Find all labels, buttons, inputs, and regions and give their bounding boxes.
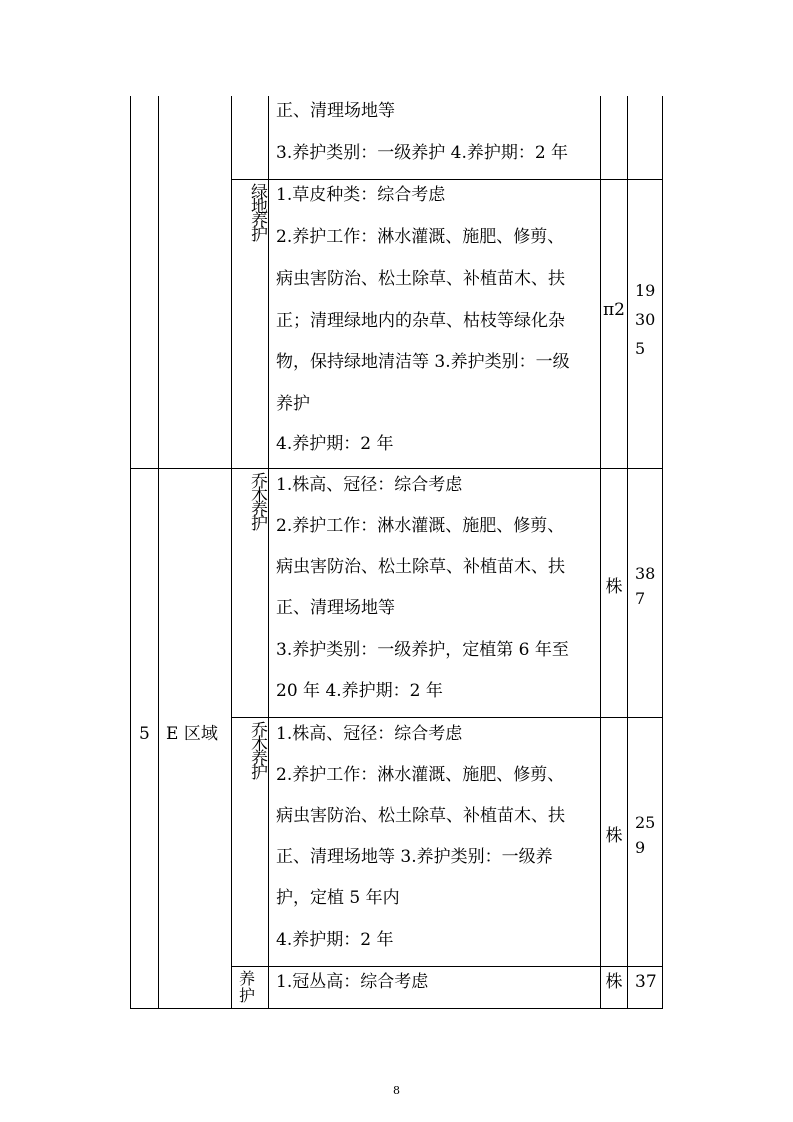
feature-line: 20 年 4.养护期：2 年 [276,681,443,701]
row-divider [231,717,663,718]
row-divider [231,966,663,967]
feature-line: 正、清理场地等 [276,598,395,618]
feature-line: 护，定植 5 年内 [276,888,400,908]
column-divider [627,96,628,1009]
feature-line: 病虫害防治、松土除草、补植苗木、扶 [276,557,565,577]
unit-cell: 株 [605,577,623,597]
unit-cell: 株 [605,826,623,846]
column-divider [130,96,131,1009]
feature-line: 1.株高、冠径：综合考虑 [276,724,463,744]
feature-line: 3.养护类别：一级养护 4.养护期：2 年 [276,143,569,163]
quantity-cell: 259 [635,813,656,857]
feature-line: 4.养护期：2 年 [276,930,394,950]
unit-cell: π2 [603,300,625,320]
feature-line: 正；清理绿地内的杂草、枯枝等绿化杂 [276,311,565,331]
feature-line: 养护 [276,394,310,414]
quantity-cell: 19305 [635,281,656,358]
feature-line: 2.养护工作：淋水灌溉、施肥、修剪、 [276,765,565,785]
column-divider [158,96,159,1009]
row-divider [231,179,663,180]
item-name: 乔木养护 [251,472,268,534]
item-name: 乔木养护 [251,721,268,783]
page-number: 8 [393,1084,400,1097]
feature-line: 1.草皮种类：综合考虑 [276,185,446,205]
unit-cell: 株 [605,972,623,992]
feature-line: 病虫害防治、松土除草、补植苗木、扶 [276,806,565,826]
feature-line: 正、清理场地等 [276,101,395,121]
area-name: E 区域 [166,724,218,744]
item-name: 养护 [238,969,255,1005]
quantity-cell: 387 [635,564,656,608]
column-divider [600,96,601,1009]
table-bottom-border [130,1008,663,1009]
feature-line: 物，保持绿地清洁等 3.养护类别：一级 [276,352,570,372]
item-name: 绿地养护 [251,183,268,245]
feature-line: 2.养护工作：淋水灌溉、施肥、修剪、 [276,516,565,536]
column-divider [662,96,663,1009]
row-divider [130,468,663,469]
quantity-cell: 37 [635,972,657,992]
feature-line: 1.冠丛高：综合考虑 [276,972,429,992]
feature-line: 1.株高、冠径：综合考虑 [276,475,463,495]
feature-line: 2.养护工作：淋水灌溉、施肥、修剪、 [276,227,565,247]
feature-line: 3.养护类别：一级养护，定植第 6 年至 [276,640,569,660]
column-divider [231,96,232,1009]
column-divider [268,96,269,1009]
feature-line: 正、清理场地等 3.养护类别：一级养 [276,847,553,867]
feature-line: 病虫害防治、松土除草、补植苗木、扶 [276,269,565,289]
feature-line: 4.养护期：2 年 [276,434,394,454]
sequence-number: 5 [139,724,150,744]
